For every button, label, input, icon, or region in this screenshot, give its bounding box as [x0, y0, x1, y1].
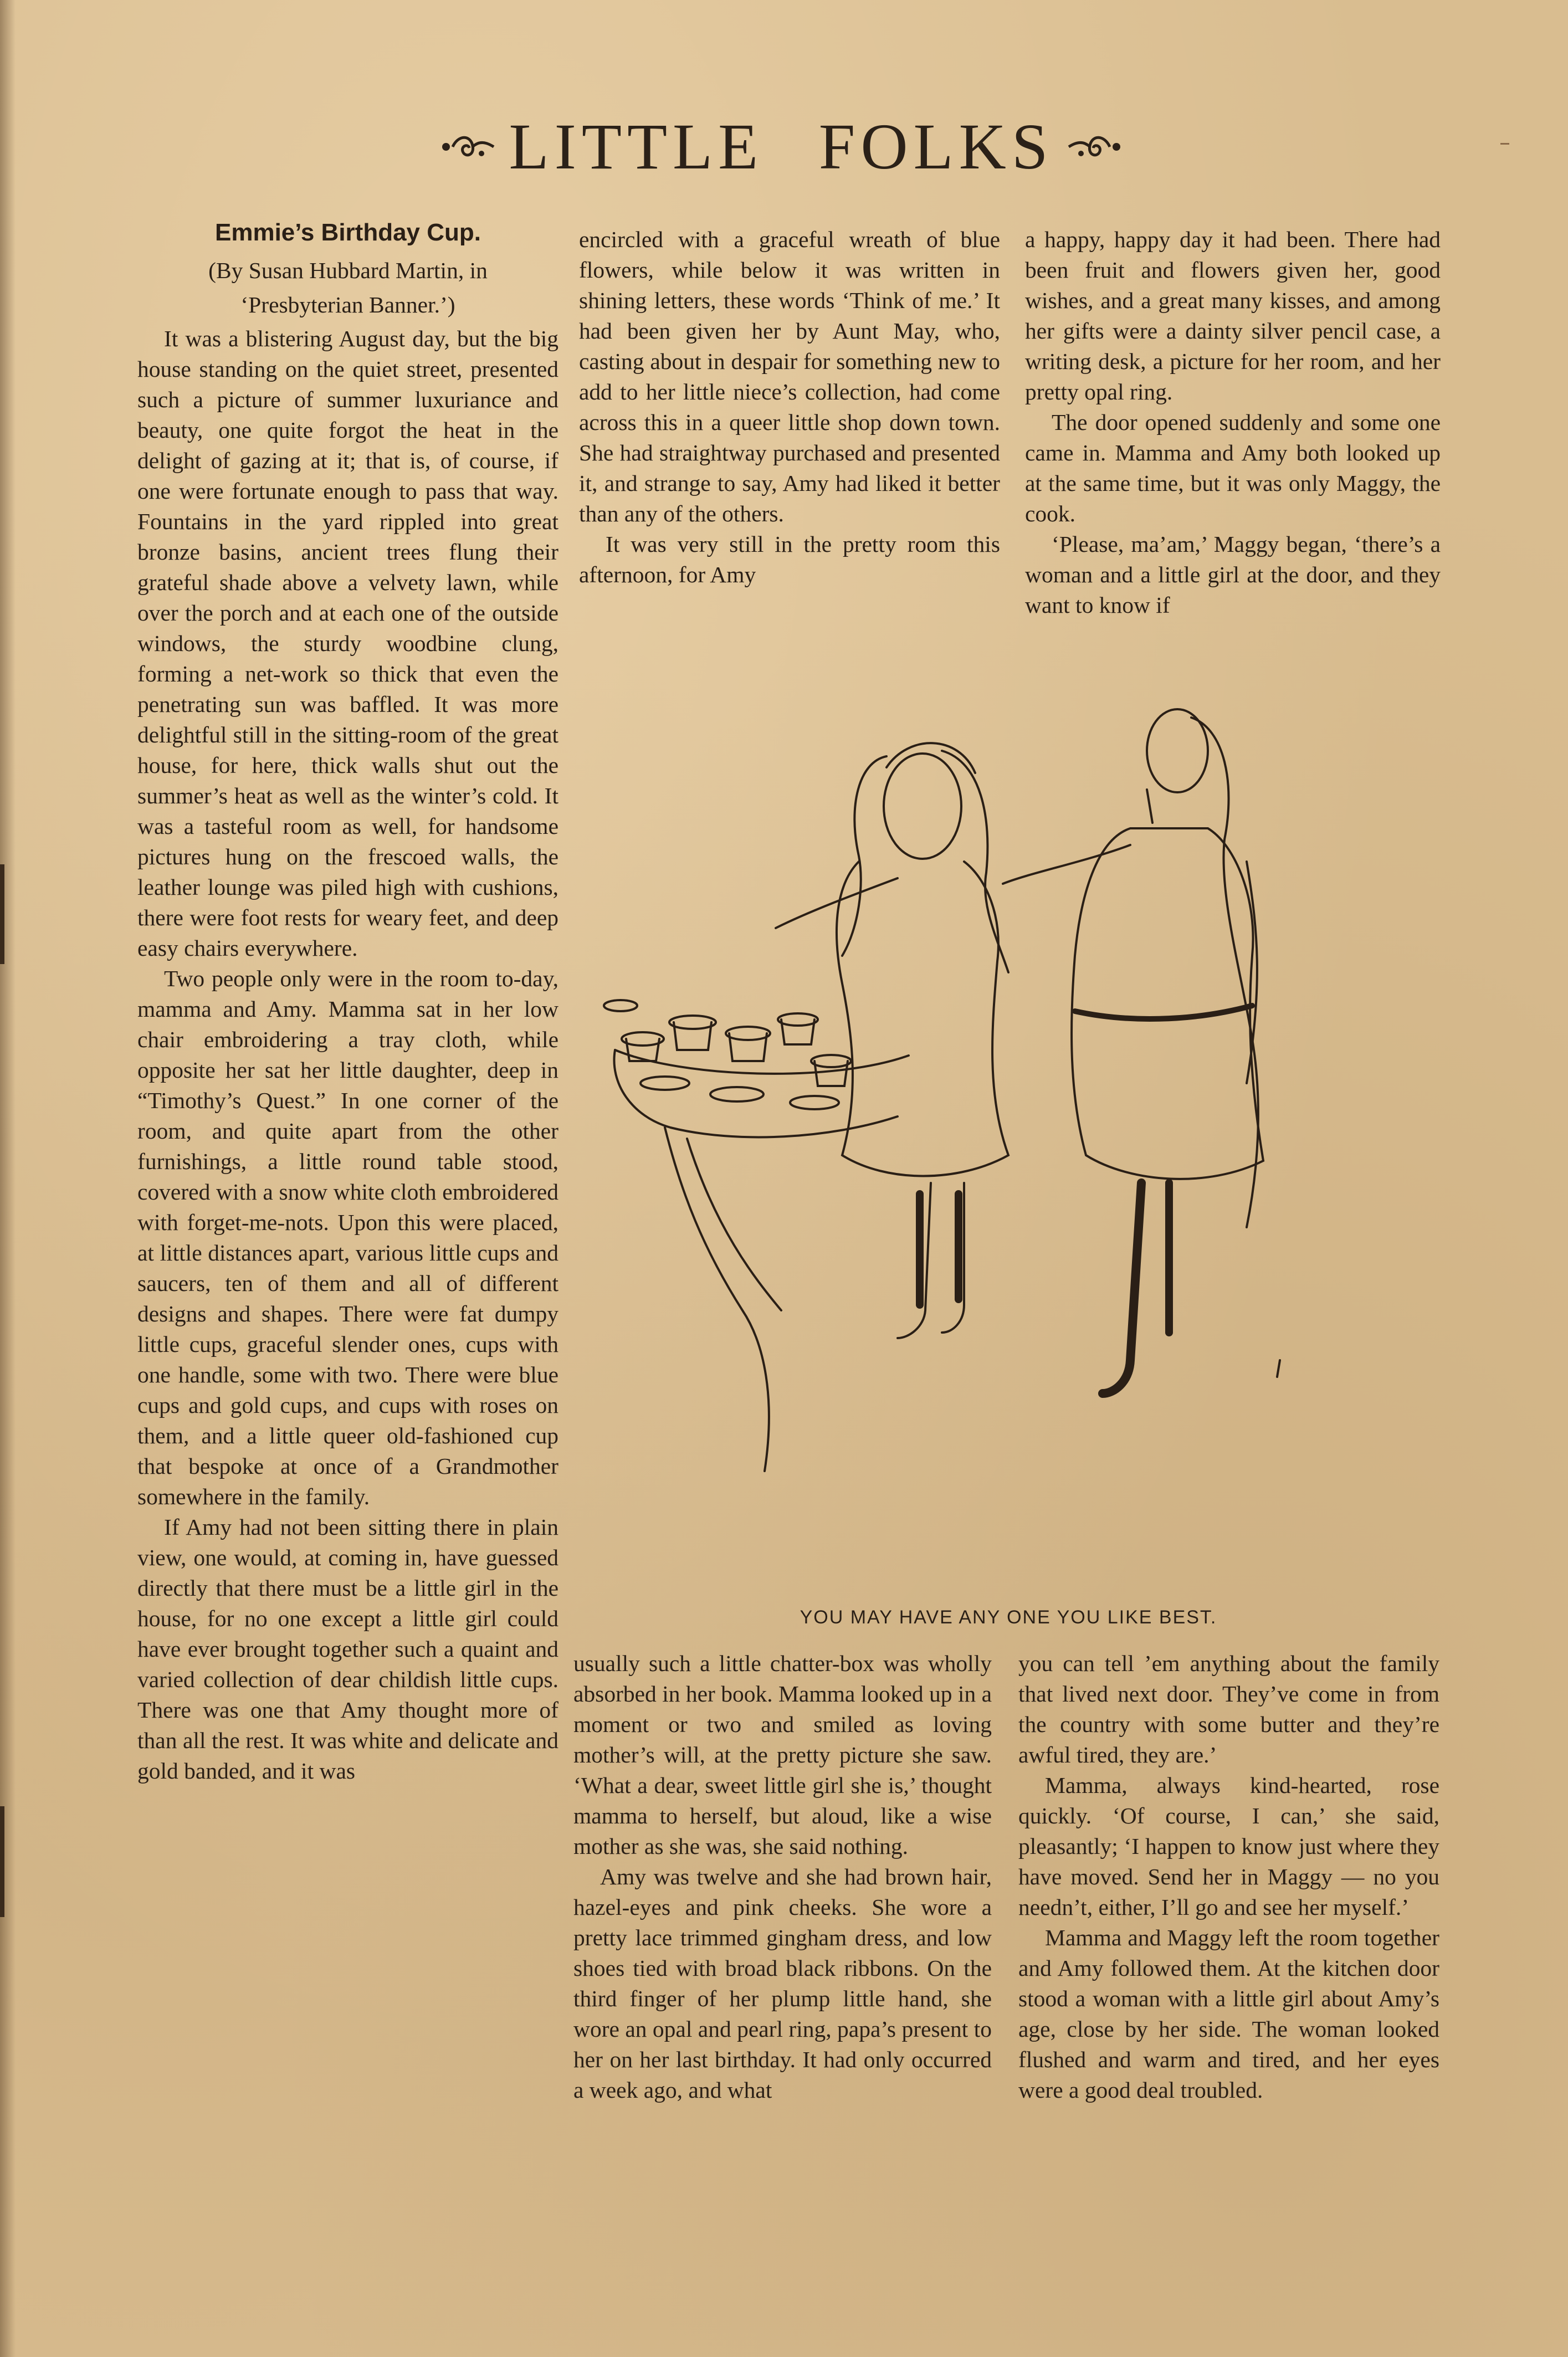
middle-column-bottom [573, 1648, 992, 2105]
left-column [137, 216, 558, 1786]
story-title: Emmie’s Birthday Cup. [214, 219, 481, 246]
masthead-title: LITTLE FOLKS [509, 110, 1054, 183]
right-column-bottom [1018, 1648, 1439, 2105]
binding-mark [0, 1806, 4, 1917]
middle-column-top [579, 224, 1000, 590]
right-ornament-icon [1065, 130, 1126, 163]
paragraph: encircled with a graceful wreath of blue flowers, while below it was written in shining letters, these words ‘Think of me.’ It had been given her by Aunt May, who, casting about in despair for something new to add to her little niece’s collection, had come across this in a queer little shop down town. She had straightway purchased and presented it, and strange to say, Amy had liked it better than any of the others. [579, 227, 1000, 526]
illustration-two-girls [598, 695, 1418, 1598]
left-ornament-icon [436, 130, 497, 163]
paragraph: a happy, happy day it had been. There had been fruit and flowers given her, good wishes, and a great many kisses, and among her gifts were a dainty silver pencil case, a writing desk, a picture for her room, and her pretty opal ring. [1025, 227, 1441, 404]
byline-author: (By Susan Hubbard Martin, in [208, 258, 488, 283]
paragraph: you can tell ’em anything about the family that lived next door. They’ve come in from the country with some butter and they’re awful tired, they are.’ [1018, 1651, 1439, 1767]
cups-on-table [604, 1000, 851, 1109]
paragraph: It was very still in the pretty room this afternoon, for Amy [579, 531, 1000, 587]
paragraph: Mamma and Maggy left the room together and Amy followed them. At the kitchen door stood a woman with a little girl about Amy’s age, close by her side. The woman looked flushed and warm and tired, and her eyes were a good deal troubled. [1018, 1925, 1439, 2103]
paragraph: If Amy had not been sitting there in plain view, one would, at coming in, have guessed directly that there must be a little girl in the house, for no one except a little girl could have ever brought together such a quaint and varied collection of dear childish little cups. There was one that Amy thought more of than all the rest. It was white and delicate and gold banded, and it was [137, 1514, 558, 1784]
page-edge-shadow [0, 0, 16, 2357]
paragraph: Amy was twelve and she had brown hair, hazel-eyes and pink cheeks. She wore a pretty lace trimmed gingham dress, and low shoes tied with broad black ribbons. On the third finger of her plump little hand, she wore an opal and pearl ring, papa’s present to her on her last birthday. It had only occurred a week ago, and what [573, 1864, 992, 2103]
binding-mark [0, 864, 4, 964]
byline-source: ‘Presbyterian Banner.’) [240, 292, 455, 317]
illustration-caption: YOU MAY HAVE ANY ONE YOU LIKE BEST. [800, 1607, 1217, 1628]
paragraph: usually such a little chatter-box was wholly absorbed in her book. Mamma looked up in a moment or two and smiled as loving mother’s will, at the pretty picture she saw. ‘What a dear, sweet little girl she is,’ thought mamma to herself, but aloud, like a wise mother as she was, she said nothing. [573, 1651, 992, 1859]
paragraph: Mamma, always kind-hearted, rose quickly. ‘Of course, I can,’ she said, pleasantly; ‘I happen to know just where they have moved. Send her in Maggy — no you needn’t, either, I’ll go and see her myself.’ [1018, 1772, 1439, 1920]
girl-right [1003, 709, 1263, 1393]
right-column-top [1025, 224, 1441, 621]
masthead [377, 108, 1186, 186]
paragraph: It was a blistering August day, but the big house standing on the quiet street, presented such a picture of summer luxuriance and beauty, one quite forgot the heat in the delight of gazing at it; that is, of course, if one were fortunate enough to pass that way. Fountains in the yard rippled into great bronze basins, ancient trees flung their grateful shade above a velvety lawn, while over the porch and at each one of the outside windows, the sturdy woodbine clung, forming a net-work so thick that even the penetrating sun was baffled. It was more delightful still in the sitting-room of the great house, for here, thick walls shut out the summer’s heat as well as the winter’s cold. It was a tasteful room as well, for handsome pictures hung on the frescoed walls, the leather lounge was piled high with cushions, there were foot rests for weary feet, and deep easy chairs everywhere. [137, 326, 558, 961]
paragraph: The door opened suddenly and some one came in. Mamma and Amy both looked up at the same time, but it was only Maggy, the cook. [1025, 409, 1441, 526]
paragraph: Two people only were in the room to-day, mamma and Amy. Mamma sat in her low chair embroidering a tray cloth, while opposite her sat her little daughter, deep in “Timothy’s Quest.” In one corner of the room, and quite apart from the other furnishings, a little round table stood, covered with a snow white cloth embroidered with forget-me-nots. Upon this were placed, at little distances apart, various little cups and saucers, ten of them and all of different designs and shapes. There were fat dumpy little cups, graceful slender ones, cups with one handle, some with two. There were blue cups and gold cups, and cups with roses on them, and a little queer old-fashioned cup that bespoke at once of a Grandmother somewhere in the family. [137, 966, 558, 1509]
paragraph: ‘Please, ma’am,’ Maggy began, ‘there’s a woman and a little girl at the door, and they want to know if [1025, 531, 1441, 618]
stray-mark [1500, 143, 1509, 145]
